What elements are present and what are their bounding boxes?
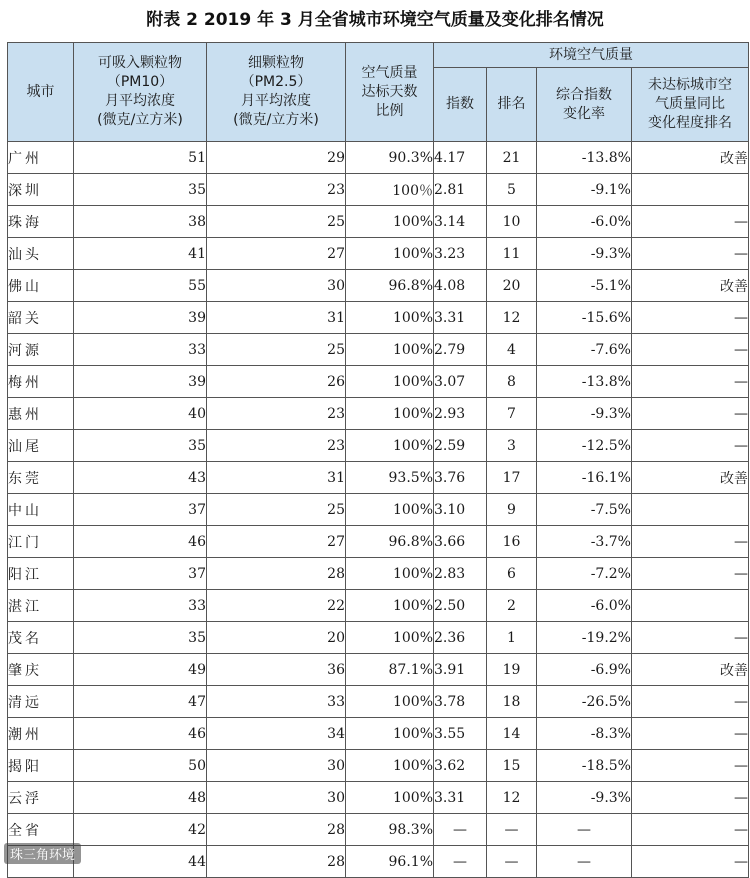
change-cell: -5.1% (537, 270, 632, 302)
header-ratio-line2: 达标天数 (361, 83, 418, 100)
table-row (8, 174, 749, 206)
table-row (8, 398, 749, 430)
header-city: 城市 (8, 43, 74, 142)
pm10-cell: 33 (74, 590, 207, 622)
header-unrank-line1: 未达标城市空 (648, 77, 732, 93)
ratio-cell: 100% (346, 686, 434, 718)
index-cell: 2.81 (434, 174, 487, 206)
unrank-cell: 改善 (632, 142, 749, 174)
city-cell: 惠州 (8, 398, 74, 430)
rank-cell: 12 (487, 302, 537, 334)
index-cell: 3.14 (434, 206, 487, 238)
index-cell: 3.07 (434, 366, 487, 398)
rank-cell: 18 (487, 686, 537, 718)
pm25-cell: 36 (207, 654, 346, 686)
city-cell: 汕头 (8, 238, 74, 270)
index-cell: 3.62 (434, 750, 487, 782)
header-change (537, 68, 632, 142)
header-index: 指数 (434, 68, 487, 142)
rank-cell: 6 (487, 558, 537, 590)
table-row (8, 590, 749, 622)
unrank-cell: — (632, 430, 749, 462)
change-cell: -7.2% (537, 558, 632, 590)
pm25-cell: 25 (207, 206, 346, 238)
ratio-cell: 100% (346, 430, 434, 462)
change-cell: — (537, 814, 632, 846)
ratio-cell: 100％ (346, 174, 434, 206)
index-cell: 4.08 (434, 270, 487, 302)
header-pm25 (207, 43, 346, 142)
table-row (8, 270, 749, 302)
ratio-cell: 96.1% (346, 846, 434, 878)
rank-cell: 3 (487, 430, 537, 462)
index-cell: 3.31 (434, 302, 487, 334)
unrank-cell: — (632, 622, 749, 654)
pm10-cell: 55 (74, 270, 207, 302)
ratio-cell: 100% (346, 718, 434, 750)
header-pm10-line2: （PM10） (106, 74, 174, 90)
change-cell: -16.1% (537, 462, 632, 494)
ratio-cell: 100% (346, 238, 434, 270)
ratio-cell: 100% (346, 622, 434, 654)
pm25-cell: 30 (207, 750, 346, 782)
index-cell: 3.31 (434, 782, 487, 814)
table-row (8, 238, 749, 270)
unrank-cell (632, 590, 749, 622)
pm25-cell: 23 (207, 398, 346, 430)
city-cell: 汕尾 (8, 430, 74, 462)
rank-cell: 4 (487, 334, 537, 366)
table-row (8, 142, 749, 174)
change-cell: -7.6% (537, 334, 632, 366)
pm10-cell: 42 (74, 814, 207, 846)
header-change-line1: 综合指数 (556, 86, 612, 103)
ratio-cell: 100% (346, 206, 434, 238)
pm25-cell: 23 (207, 430, 346, 462)
table-row (8, 366, 749, 398)
pm25-cell: 27 (207, 526, 346, 558)
unrank-cell: — (632, 718, 749, 750)
change-cell: -9.3% (537, 398, 632, 430)
change-cell: -9.1% (537, 174, 632, 206)
city-cell: 肇庆 (8, 654, 74, 686)
unrank-cell: — (632, 846, 749, 878)
change-cell: — (537, 846, 632, 878)
rank-cell: 10 (487, 206, 537, 238)
unrank-cell: — (632, 334, 749, 366)
rank-cell: 16 (487, 526, 537, 558)
table-row (8, 462, 749, 494)
table-row (8, 622, 749, 654)
change-cell: -6.0% (537, 206, 632, 238)
pm10-cell: 39 (74, 366, 207, 398)
pm25-cell: 25 (207, 334, 346, 366)
pm10-cell: 35 (74, 174, 207, 206)
change-cell: -26.5% (537, 686, 632, 718)
rank-cell: 2 (487, 590, 537, 622)
change-cell: -15.6% (537, 302, 632, 334)
table-title: 附表 2 2019 年 3 月全省城市环境空气质量及变化排名情况 (146, 10, 604, 30)
pm25-cell: 26 (207, 366, 346, 398)
city-cell: 揭阳 (8, 750, 74, 782)
rank-cell: 9 (487, 494, 537, 526)
change-cell: -9.3% (537, 782, 632, 814)
pm25-cell: 34 (207, 718, 346, 750)
city-cell: 广州 (8, 142, 74, 174)
pm10-cell: 50 (74, 750, 207, 782)
unrank-cell: 改善 (632, 654, 749, 686)
pm10-cell: 40 (74, 398, 207, 430)
index-cell: 2.59 (434, 430, 487, 462)
pm25-cell: 30 (207, 270, 346, 302)
pm10-cell: 49 (74, 654, 207, 686)
pm10-cell: 37 (74, 494, 207, 526)
pm25-cell: 28 (207, 558, 346, 590)
change-cell: -12.5% (537, 430, 632, 462)
pm25-cell: 31 (207, 302, 346, 334)
table-row (8, 302, 749, 334)
ratio-cell: 100% (346, 302, 434, 334)
header-group: 环境空气质量 (434, 43, 749, 68)
header-pm25-line3: 月平均浓度 (241, 93, 311, 109)
city-cell: 韶关 (8, 302, 74, 334)
city-cell: 云浮 (8, 782, 74, 814)
unrank-cell: — (632, 302, 749, 334)
pm25-cell: 27 (207, 238, 346, 270)
change-cell: -6.0% (537, 590, 632, 622)
index-cell: 2.93 (434, 398, 487, 430)
watermark: 珠三角环境 (4, 843, 81, 864)
city-cell: 东莞 (8, 462, 74, 494)
index-cell: 3.10 (434, 494, 487, 526)
city-cell: 深圳 (8, 174, 74, 206)
header-ratio (346, 43, 434, 142)
header-rank: 排名 (487, 68, 537, 142)
unrank-cell: 改善 (632, 270, 749, 302)
table-row (8, 558, 749, 590)
city-cell: 珠海 (8, 206, 74, 238)
unrank-cell (632, 174, 749, 206)
pm25-cell: 33 (207, 686, 346, 718)
change-cell: -6.9% (537, 654, 632, 686)
index-cell: — (434, 846, 487, 878)
pm25-cell: 22 (207, 590, 346, 622)
header-pm10 (74, 43, 207, 142)
pm10-cell: 46 (74, 718, 207, 750)
ratio-cell: 93.5% (346, 462, 434, 494)
rank-cell: 15 (487, 750, 537, 782)
table-row (8, 206, 749, 238)
unrank-cell: — (632, 558, 749, 590)
unrank-cell: 改善 (632, 462, 749, 494)
ratio-cell: 100% (346, 750, 434, 782)
city-cell: 江门 (8, 526, 74, 558)
table-row (8, 430, 749, 462)
pm25-cell: 28 (207, 814, 346, 846)
city-cell: 梅州 (8, 366, 74, 398)
pm10-cell: 35 (74, 622, 207, 654)
rank-cell: — (487, 814, 537, 846)
table-row (8, 494, 749, 526)
pm25-cell: 20 (207, 622, 346, 654)
header-pm25-line1: 细颗粒物 (248, 55, 304, 71)
unrank-cell: — (632, 238, 749, 270)
unrank-cell: — (632, 686, 749, 718)
pm10-cell: 35 (74, 430, 207, 462)
rank-cell: 12 (487, 782, 537, 814)
ratio-cell: 100% (346, 782, 434, 814)
ratio-cell: 100% (346, 366, 434, 398)
unrank-cell: — (632, 814, 749, 846)
index-cell: 3.91 (434, 654, 487, 686)
index-cell: 2.79 (434, 334, 487, 366)
rank-cell: 17 (487, 462, 537, 494)
table-row (8, 814, 749, 846)
city-cell: 河源 (8, 334, 74, 366)
ratio-cell: 100% (346, 558, 434, 590)
pm10-cell: 44 (74, 846, 207, 878)
ratio-cell: 90.3% (346, 142, 434, 174)
pm10-cell: 37 (74, 558, 207, 590)
rank-cell: 8 (487, 366, 537, 398)
header-pm10-line3: 月平均浓度 (105, 93, 175, 109)
city-cell: 潮州 (8, 718, 74, 750)
pm25-cell: 29 (207, 142, 346, 174)
pm10-cell: 33 (74, 334, 207, 366)
header-unrank-line3: 变化程度排名 (648, 115, 732, 131)
city-cell: 中山 (8, 494, 74, 526)
rank-cell: 14 (487, 718, 537, 750)
unrank-cell: — (632, 398, 749, 430)
index-cell: 3.78 (434, 686, 487, 718)
header-ratio-line1: 空气质量 (361, 64, 418, 81)
ratio-cell: 98.3% (346, 814, 434, 846)
change-cell: -8.3% (537, 718, 632, 750)
header-pm10-line4: (微克/立方米) (97, 112, 183, 128)
index-cell: 3.23 (434, 238, 487, 270)
table-row (8, 654, 749, 686)
rank-cell: 7 (487, 398, 537, 430)
change-cell: -19.2% (537, 622, 632, 654)
rank-cell: 5 (487, 174, 537, 206)
header-unrank (632, 68, 749, 142)
ratio-cell: 100% (346, 494, 434, 526)
header-pm25-line2: （PM2.5） (240, 74, 312, 90)
pm25-cell: 30 (207, 782, 346, 814)
city-cell: 茂名 (8, 622, 74, 654)
pm10-cell: 43 (74, 462, 207, 494)
table-row (8, 526, 749, 558)
change-cell: -3.7% (537, 526, 632, 558)
pm10-cell: 39 (74, 302, 207, 334)
unrank-cell: — (632, 526, 749, 558)
header-pm10-line1: 可吸入颗粒物 (98, 55, 182, 71)
change-cell: -13.8% (537, 142, 632, 174)
table-row (8, 846, 749, 878)
header-pm25-line4: (微克/立方米) (233, 112, 319, 128)
change-cell: -13.8% (537, 366, 632, 398)
index-cell: 3.66 (434, 526, 487, 558)
city-cell: 佛山 (8, 270, 74, 302)
change-cell: -9.3% (537, 238, 632, 270)
table-row (8, 782, 749, 814)
index-cell: — (434, 814, 487, 846)
index-cell: 3.55 (434, 718, 487, 750)
ratio-cell: 100% (346, 398, 434, 430)
ratio-cell: 96.8% (346, 526, 434, 558)
unrank-cell: — (632, 750, 749, 782)
ratio-cell: 87.1% (346, 654, 434, 686)
table-header (8, 43, 749, 142)
rank-cell: 1 (487, 622, 537, 654)
pm10-cell: 38 (74, 206, 207, 238)
unrank-cell: — (632, 366, 749, 398)
unrank-cell (632, 494, 749, 526)
pm25-cell: 31 (207, 462, 346, 494)
header-change-line2: 变化率 (563, 105, 605, 122)
ratio-cell: 100% (346, 590, 434, 622)
city-cell: 全省 (8, 814, 74, 846)
pm10-cell: 48 (74, 782, 207, 814)
table-row (8, 718, 749, 750)
air-quality-table (7, 42, 749, 878)
index-cell: 2.50 (434, 590, 487, 622)
index-cell: 3.76 (434, 462, 487, 494)
ratio-cell: 100% (346, 334, 434, 366)
index-cell: 2.36 (434, 622, 487, 654)
index-cell: 4.17 (434, 142, 487, 174)
unrank-cell: — (632, 206, 749, 238)
pm25-cell: 23 (207, 174, 346, 206)
index-cell: 2.83 (434, 558, 487, 590)
table-body (8, 142, 749, 878)
header-unrank-line2: 气质量同比 (655, 96, 725, 112)
pm25-cell: 28 (207, 846, 346, 878)
rank-cell: 11 (487, 238, 537, 270)
unrank-cell: — (632, 782, 749, 814)
rank-cell: 20 (487, 270, 537, 302)
pm10-cell: 51 (74, 142, 207, 174)
rank-cell: 21 (487, 142, 537, 174)
city-cell: 阳江 (8, 558, 74, 590)
header-ratio-line3: 比例 (375, 102, 404, 119)
rank-cell: — (487, 846, 537, 878)
pm25-cell: 25 (207, 494, 346, 526)
table-row (8, 334, 749, 366)
pm10-cell: 41 (74, 238, 207, 270)
city-cell: 湛江 (8, 590, 74, 622)
change-cell: -7.5% (537, 494, 632, 526)
table-row (8, 750, 749, 782)
rank-cell: 19 (487, 654, 537, 686)
table-row (8, 686, 749, 718)
pm10-cell: 46 (74, 526, 207, 558)
pm10-cell: 47 (74, 686, 207, 718)
ratio-cell: 96.8% (346, 270, 434, 302)
change-cell: -18.5% (537, 750, 632, 782)
city-cell: 清远 (8, 686, 74, 718)
